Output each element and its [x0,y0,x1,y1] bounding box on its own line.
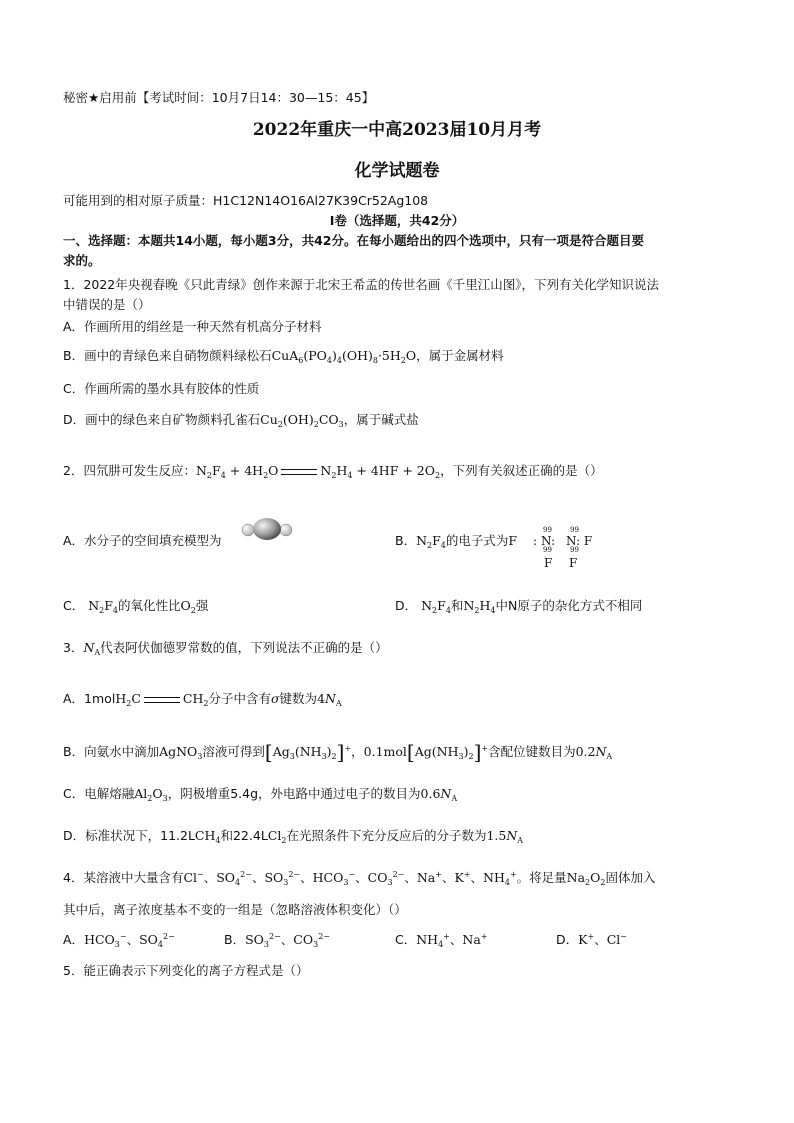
section-heading: Ⅰ卷（选择题，共42分） [329,213,465,228]
q4-stem-line1: 4．某溶液中大量含有Cl−、$SO_4^{2-}$、$SO_3^{2-}$、$HCO_3^-$、$CO_3^{2-}$、Na+、K+、$NH_4^+$。将足量$Na_2O_2$固体加入 [63,870,656,887]
atomic-mass-line: 可能用到的相对原子质量：H1C12N14O16Al27K39Cr52Ag108 [63,193,429,208]
q2-option-b: B．$N_2F_4$的电子式为F [395,533,518,550]
q2-option-d: D． $N_2F_4$和$N_2H_4$中N原子的杂化方式不相同 [395,598,643,615]
q1-stem-line2: 中错误的是（） [63,297,151,312]
secret-line: 秘密★启用前【考试时间：10月7日14：30—15：45】 [63,90,375,105]
q4-option-d: D．K+、Cl− [556,932,627,947]
q4-option-b: B．$SO_3^{2-}$、$CO_3^{2-}$ [224,932,330,949]
q2-stem: 2．四氘肼可发生反应：$N_2F_4 + 4H_2O$ $N_2H_4 + 4HF + 2O_2$，下列有关叙述正确的是（） [63,463,603,480]
q1-option-d: D．画中的绿色来自矿物颜料孔雀石$Cu_2(OH)_2CO_3$，属于碱式盐 [63,412,419,429]
water-space-filling-model [240,517,295,543]
exam-title: 2022年重庆一中高2023届10月月考 [252,120,542,140]
q1-option-b: B．画中的青绿色来自硝物颜料绿松石$CuA_6(PO_4)_4(OH)_8\cdot 5H_2O$，属于金属材料 [63,348,504,365]
q3-option-d: D．标准状况下，$11.2LCH_4$和22.4LCl$_2$在光照条件下充分反应后的分子数为$1.5N_A$ [63,828,524,845]
q5-stem: 5．能正确表示下列变化的离子方程式是（） [63,963,309,978]
q4-stem-line2: 其中后，离子浓度基本不变的一组是（忽略溶液体积变化）（） [63,902,407,917]
q1-option-c: C．作画所需的墨水具有胶体的性质 [63,381,260,396]
instructions-line2: 求的。 [63,253,101,268]
exam-subtitle: 化学试题卷 [354,161,440,181]
q4-option-c: C．$NH_4^+$、Na+ [395,932,488,949]
q1-option-a: A．作画所用的绢丝是一种天然有机高分子材料 [63,319,322,334]
q3-option-b: B．向氨水中滴加AgNO$_3$溶液可得到$[Ag_3(NH_3)_2]^+$，$0.1mol[Ag(NH_3)_2]^+$含配位键数目为$0.2N_A$ [63,740,613,764]
q3-option-a: A．1molH$_2$C $CH_2$分子中含有σ键数为$4N_A$ [63,691,342,708]
q2-option-a: A．水分子的空间填充模型为 [63,533,222,548]
n2f4-lewis-structure: : 99 N: 99 N: F 99 99 F F [533,526,593,570]
q1-stem-line1: 1．2022年央视春晚《只此青绿》创作来源于北宋王希孟的传世名画《千里江山图》，下列有关化学知识说法 [63,277,660,292]
instructions-line1: 一、选择题：本题共14小题，每小题3分，共42分。在每小题给出的四个选项中，只有一项是符合题目要 [63,233,644,248]
q3-stem: 3．$N_A$代表阿伏伽德罗常数的值，下列说法不正确的是（） [63,640,388,657]
q4-option-a: A．$HCO_3^-$、$SO_4^{2-}$ [63,932,175,949]
q2-option-c: C． $N_2F_4$的氧化性比$O_2$强 [63,598,209,615]
q3-option-c: C．电解熔融$Al_2O_3$，阴极增重5.4g，外电路中通过电子的数目为$0.6N_A$ [63,786,458,803]
